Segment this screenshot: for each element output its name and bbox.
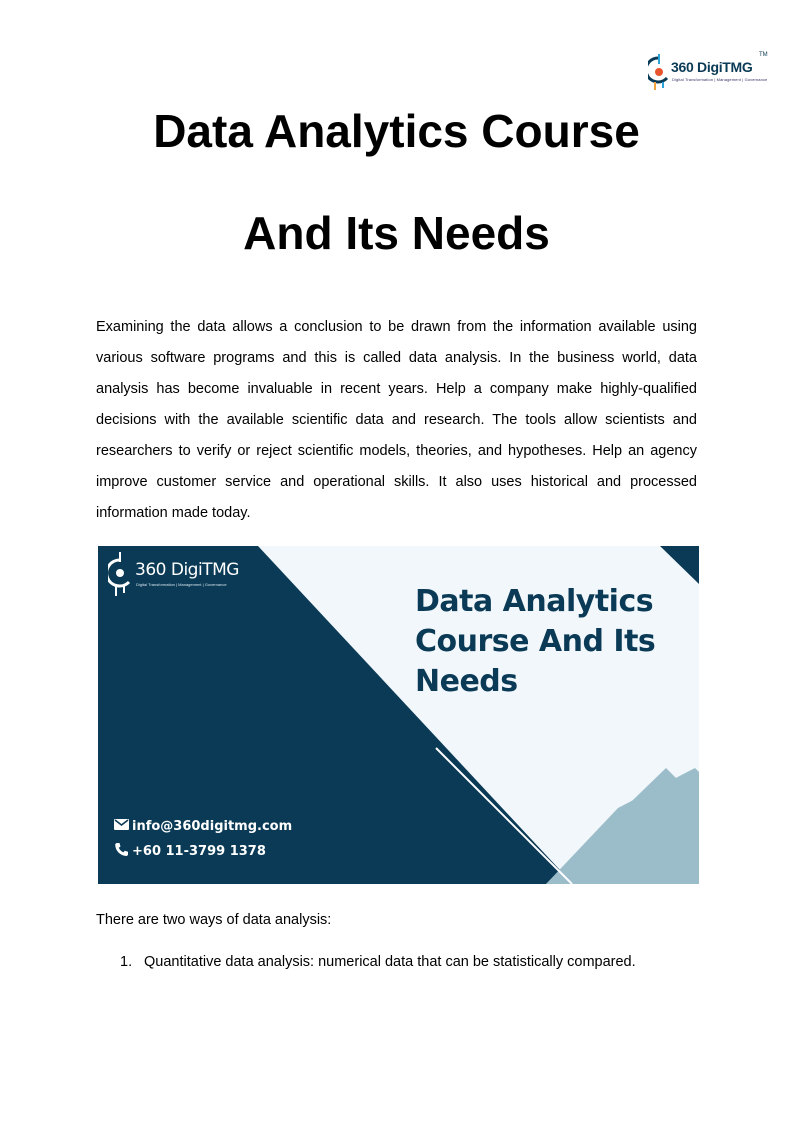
list-intro: There are two ways of data analysis: [96, 912, 332, 928]
list-item [96, 954, 636, 970]
page-title-line-1: Data Analytics Course [153, 105, 640, 157]
logo-mark-icon [648, 52, 670, 92]
banner-title: Data Analytics Course And Its Needs [415, 584, 656, 699]
banner-logo-mark-icon [108, 550, 132, 598]
logo-brand-text: 360 DigiTMG [671, 59, 753, 75]
list-item-number: 1. [120, 954, 133, 970]
banner-logo-brand: 360 DigiTMG [135, 560, 239, 580]
mail-icon [114, 819, 132, 834]
banner-logo-tagline: Digital Transformation | Management | Governance [136, 582, 227, 587]
list-item-text: Quantitative data analysis: numerical data that can be statistically compared. [144, 954, 636, 970]
header-logo [648, 50, 773, 94]
intro-paragraph: Examining the data allows a conclusion to be drawn from the information available using various software programs and this is called data analysis. In the business world, data analysis has become invaluable in recent years. Help a company make highly-qualified decisions with the available scientific data and research. The tools allow scientists and researchers to verify or reject scientific models, theories, and hypotheses. Help an agency improve customer service and operational skills. It also uses historical and processed information made today. [96, 319, 697, 521]
banner-image [98, 546, 699, 884]
page-title-line-2: And Its Needs [243, 207, 550, 259]
banner-phone [114, 842, 266, 861]
logo-tagline: Digital Transformation | Management | Governance [672, 77, 768, 82]
logo-trademark: TM [759, 52, 768, 58]
phone-icon [114, 842, 132, 861]
banner-logo [108, 550, 258, 600]
banner-email-text: info@360digitmg.com [132, 819, 293, 834]
banner-email [114, 819, 292, 834]
banner-phone-text: +60 11-3799 1378 [132, 844, 266, 859]
analysis-types-list [96, 954, 636, 970]
